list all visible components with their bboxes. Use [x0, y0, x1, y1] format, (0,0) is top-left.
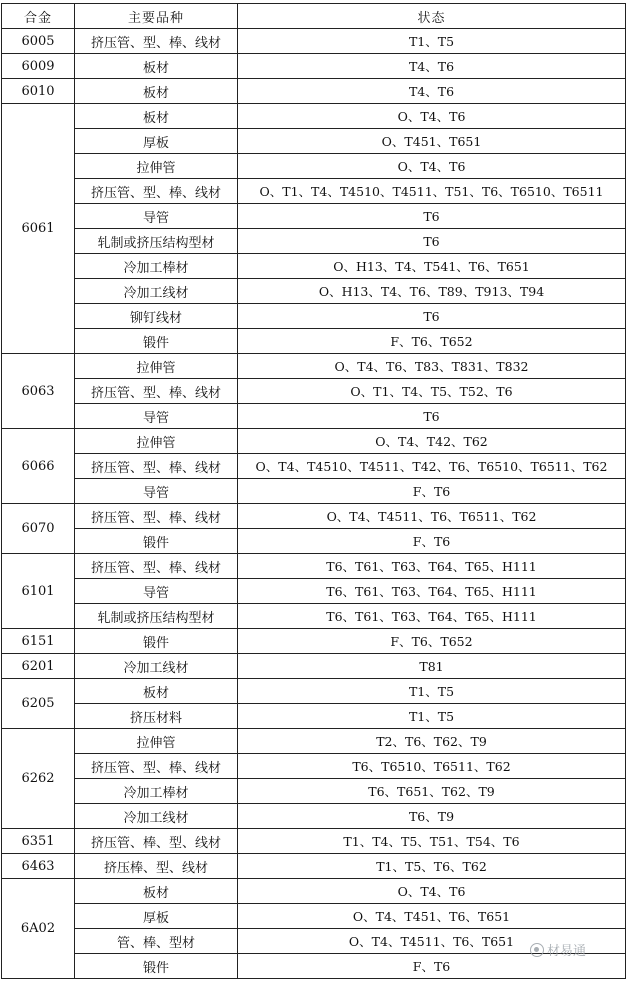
state-cell: F、T6	[238, 954, 626, 979]
state-cell: O、T1、T4、T5、T52、T6	[238, 379, 626, 404]
product-cell: 冷加工线材	[75, 279, 238, 304]
product-cell: 轧制或挤压结构型材	[75, 229, 238, 254]
table-row	[2, 704, 626, 729]
alloy-temper-table	[1, 3, 626, 979]
alloy-cell: 6351	[2, 829, 75, 854]
table-row	[2, 254, 626, 279]
alloy-cell: 6262	[2, 729, 75, 829]
state-cell: T6、T651、T62、T9	[238, 779, 626, 804]
product-cell: 拉伸管	[75, 429, 238, 454]
table-row	[2, 29, 626, 54]
alloy-cell: 6463	[2, 854, 75, 879]
table-row	[2, 754, 626, 779]
product-cell: 锻件	[75, 329, 238, 354]
state-cell: F、T6、T652	[238, 329, 626, 354]
product-cell: 锻件	[75, 529, 238, 554]
product-cell: 挤压管、型、棒、线材	[75, 754, 238, 779]
state-cell: T6、T61、T63、T64、T65、H111	[238, 604, 626, 629]
table-row	[2, 879, 626, 904]
table-row	[2, 279, 626, 304]
state-cell: T6、T61、T63、T64、T65、H111	[238, 554, 626, 579]
product-cell: 冷加工线材	[75, 804, 238, 829]
state-cell: O、T1、T4、T4510、T4511、T51、T6、T6510、T6511	[238, 179, 626, 204]
state-cell: T1、T5	[238, 679, 626, 704]
table-row	[2, 454, 626, 479]
product-cell: 挤压管、型、棒、线材	[75, 29, 238, 54]
product-cell: 挤压管、型、棒、线材	[75, 454, 238, 479]
table-row	[2, 629, 626, 654]
state-cell: T6	[238, 404, 626, 429]
alloy-cell: 6205	[2, 679, 75, 729]
state-cell: O、T451、T651	[238, 129, 626, 154]
table-row	[2, 404, 626, 429]
product-cell: 冷加工棒材	[75, 254, 238, 279]
state-cell: T4、T6	[238, 54, 626, 79]
product-cell: 厚板	[75, 904, 238, 929]
state-cell: T6、T61、T63、T64、T65、H111	[238, 579, 626, 604]
product-cell: 挤压管、型、棒、线材	[75, 554, 238, 579]
table-row	[2, 154, 626, 179]
alloy-cell: 6061	[2, 104, 75, 354]
product-cell: 锻件	[75, 954, 238, 979]
alloy-cell: 6151	[2, 629, 75, 654]
header-product: 主要品种	[75, 4, 238, 29]
alloy-cell: 6201	[2, 654, 75, 679]
state-cell: O、T4、T6	[238, 154, 626, 179]
state-cell: T6、T6510、T6511、T62	[238, 754, 626, 779]
state-cell: O、T4、T4511、T6、T651	[238, 929, 626, 954]
state-cell: O、T4、T4510、T4511、T42、T6、T6510、T6511、T62	[238, 454, 626, 479]
table-row	[2, 729, 626, 754]
product-cell: 挤压管、棒、型、线材	[75, 829, 238, 854]
watermark-text: 材易通	[547, 944, 587, 959]
product-cell: 冷加工棒材	[75, 779, 238, 804]
table-row	[2, 304, 626, 329]
state-cell: O、T4、T6	[238, 104, 626, 129]
table-row	[2, 179, 626, 204]
state-cell: T1、T5	[238, 29, 626, 54]
product-cell: 导管	[75, 479, 238, 504]
table-row	[2, 779, 626, 804]
product-cell: 拉伸管	[75, 354, 238, 379]
state-cell: T1、T5	[238, 704, 626, 729]
alloy-cell: 6066	[2, 429, 75, 504]
state-cell: O、T4、T4511、T6、T6511、T62	[238, 504, 626, 529]
table-row	[2, 604, 626, 629]
product-cell: 板材	[75, 679, 238, 704]
alloy-cell: 6070	[2, 504, 75, 554]
table-row	[2, 104, 626, 129]
product-cell: 挤压材料	[75, 704, 238, 729]
table-row	[2, 354, 626, 379]
header-row	[2, 4, 626, 29]
table-body	[2, 29, 626, 979]
table-row	[2, 129, 626, 154]
state-cell: F、T6、T652	[238, 629, 626, 654]
header-state: 状态	[238, 4, 626, 29]
table-row	[2, 579, 626, 604]
state-cell: T1、T4、T5、T51、T54、T6	[238, 829, 626, 854]
table-row	[2, 54, 626, 79]
state-cell: O、H13、T4、T541、T6、T651	[238, 254, 626, 279]
state-cell: O、T4、T451、T6、T651	[238, 904, 626, 929]
table-row	[2, 529, 626, 554]
table-row	[2, 229, 626, 254]
watermark	[530, 940, 586, 959]
product-cell: 铆钉线材	[75, 304, 238, 329]
table-row	[2, 679, 626, 704]
table-row	[2, 429, 626, 454]
table-row	[2, 379, 626, 404]
product-cell: 冷加工线材	[75, 654, 238, 679]
state-cell: T1、T5、T6、T62	[238, 854, 626, 879]
table-row	[2, 504, 626, 529]
alloy-cell: 6A02	[2, 879, 75, 979]
header-alloy: 合金	[2, 4, 75, 29]
product-cell: 厚板	[75, 129, 238, 154]
table-row	[2, 329, 626, 354]
product-cell: 导管	[75, 579, 238, 604]
product-cell: 挤压管、型、棒、线材	[75, 504, 238, 529]
state-cell: T6	[238, 204, 626, 229]
state-cell: T4、T6	[238, 79, 626, 104]
product-cell: 拉伸管	[75, 154, 238, 179]
state-cell: O、T4、T6、T83、T831、T832	[238, 354, 626, 379]
state-cell: T6、T9	[238, 804, 626, 829]
table-row	[2, 204, 626, 229]
product-cell: 管、棒、型材	[75, 929, 238, 954]
product-cell: 板材	[75, 879, 238, 904]
product-cell: 挤压管、型、棒、线材	[75, 179, 238, 204]
state-cell: T6	[238, 304, 626, 329]
product-cell: 板材	[75, 104, 238, 129]
product-cell: 板材	[75, 54, 238, 79]
state-cell: F、T6	[238, 529, 626, 554]
table-row	[2, 654, 626, 679]
table-row	[2, 479, 626, 504]
state-cell: T2、T6、T62、T9	[238, 729, 626, 754]
table-row	[2, 904, 626, 929]
product-cell: 板材	[75, 79, 238, 104]
alloy-cell: 6009	[2, 54, 75, 79]
state-cell: O、T4、T42、T62	[238, 429, 626, 454]
state-cell: O、T4、T6	[238, 879, 626, 904]
product-cell: 挤压棒、型、线材	[75, 854, 238, 879]
table-row	[2, 79, 626, 104]
product-cell: 轧制或挤压结构型材	[75, 604, 238, 629]
state-cell: F、T6	[238, 479, 626, 504]
product-cell: 拉伸管	[75, 729, 238, 754]
state-cell: O、H13、T4、T6、T89、T913、T94	[238, 279, 626, 304]
product-cell: 导管	[75, 404, 238, 429]
alloy-cell: 6063	[2, 354, 75, 429]
table-row	[2, 854, 626, 879]
wechat-logo-icon	[530, 943, 544, 957]
state-cell: T6	[238, 229, 626, 254]
table-row	[2, 829, 626, 854]
product-cell: 导管	[75, 204, 238, 229]
alloy-cell: 6005	[2, 29, 75, 54]
alloy-cell: 6010	[2, 79, 75, 104]
product-cell: 挤压管、型、棒、线材	[75, 379, 238, 404]
state-cell: T81	[238, 654, 626, 679]
table-row	[2, 804, 626, 829]
table-row	[2, 554, 626, 579]
product-cell: 锻件	[75, 629, 238, 654]
alloy-cell: 6101	[2, 554, 75, 629]
